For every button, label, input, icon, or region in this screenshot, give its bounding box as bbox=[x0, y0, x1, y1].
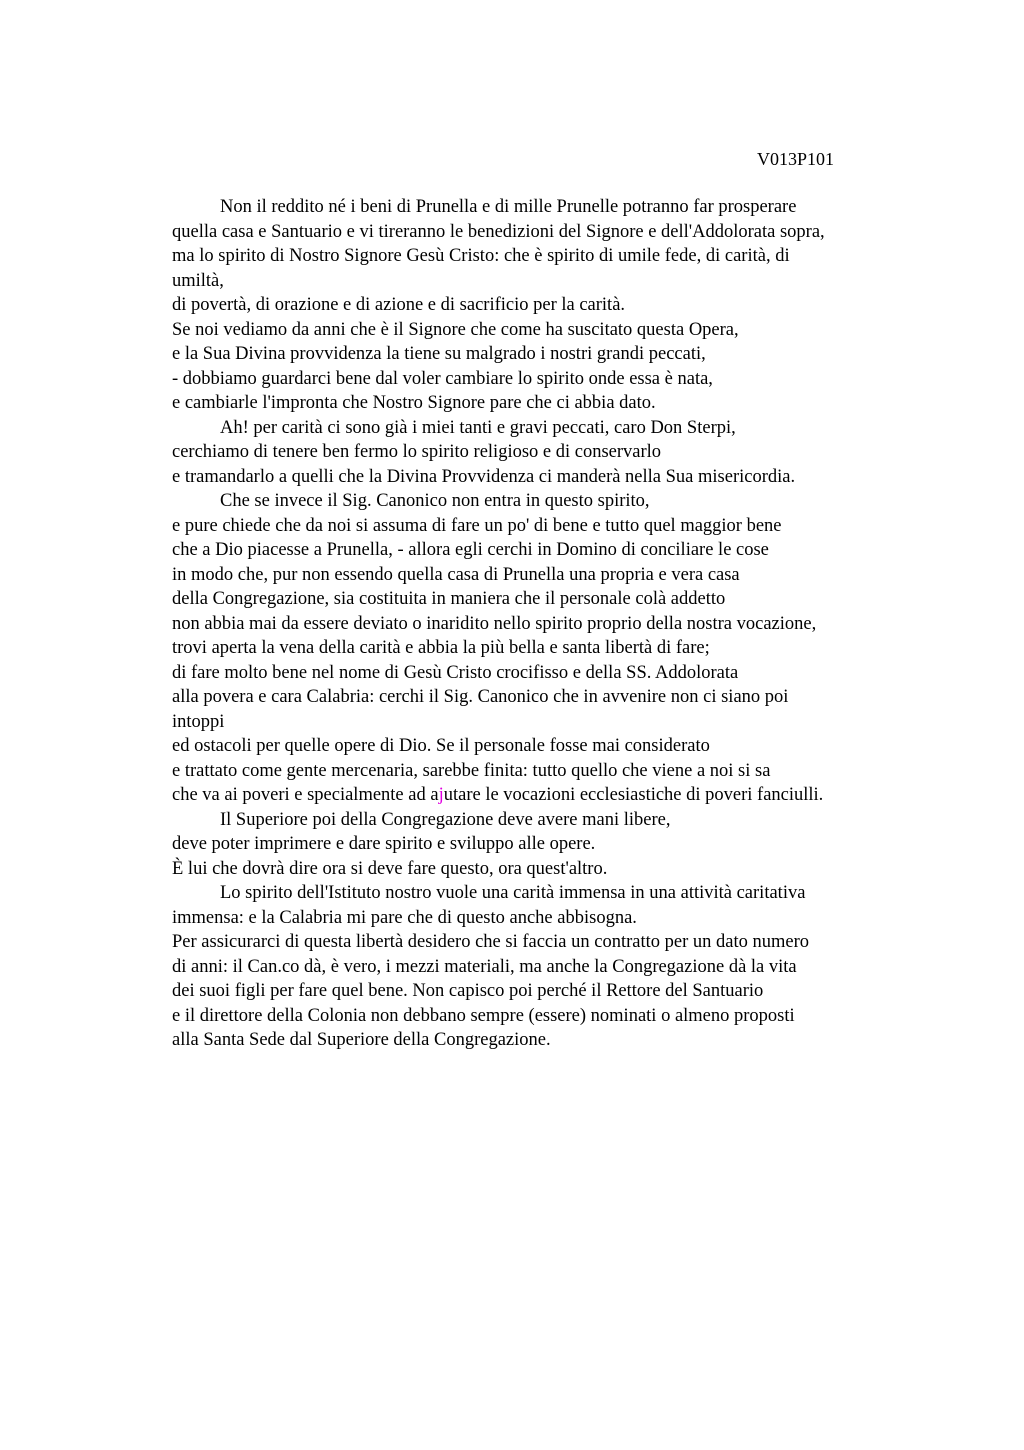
text-line: che a Dio piacesse a Prunella, - allora egli cerchi in Domino di conciliare le cose bbox=[172, 540, 769, 560]
text-line: di anni: il Can.co dà, è vero, i mezzi materiali, ma anche la Congregazione dà la vita bbox=[172, 956, 797, 977]
text-line: Non il reddito né i beni di Prunella e di mille Prunelle potranno far prosperare bbox=[220, 197, 797, 217]
text-line: Che se invece il Sig. Canonico non entra in questo spirito, bbox=[220, 491, 650, 511]
text-line: cerchiamo di tenere ben fermo lo spirito religioso e di conservarlo bbox=[172, 442, 662, 462]
text-line: e trattato come gente mercenaria, sarebbe finita: tutto quello che viene a noi si sa bbox=[172, 760, 771, 781]
text-line: quella casa e Santuario e vi tireranno le benedizioni del Signore e dell'Addolorata sopra, bbox=[172, 221, 825, 242]
text-line: e il direttore della Colonia non debbano sempre (essere) nominati o almeno proposti bbox=[172, 1005, 795, 1026]
text-line: e cambiarle l'impronta che Nostro Signore pare che ci abbia dato. bbox=[172, 393, 656, 413]
text-line: dei suoi figli per fare quel bene. Non capisco poi perché il Rettore del Santuario bbox=[172, 981, 764, 1001]
text-line: e tramandarlo a quelli che la Divina Provvidenza ci manderà nella Sua misericordia. bbox=[172, 466, 796, 487]
text-line: alla povera e cara Calabria: cerchi il Sig. Canonico che in avvenire non ci siano poi bbox=[172, 687, 789, 707]
text-segment: utare le vocazioni ecclesiastiche di poveri fanciulli. bbox=[443, 785, 824, 805]
text-line: di povertà, di orazione e di azione e di sacrificio per la carità. bbox=[172, 295, 626, 315]
text-line: ma lo spirito di Nostro Signore Gesù Cristo: che è spirito di umile fede, di carità, di bbox=[172, 246, 790, 266]
text-line: e pure chiede che da noi si assuma di fare un po' di bene e tutto quel maggior bene bbox=[172, 515, 782, 536]
text-line: trovi aperta la vena della carità e abbia la più bella e santa libertà di fare; bbox=[172, 638, 710, 658]
text-line: alla Santa Sede dal Superiore della Congregazione. bbox=[172, 1030, 551, 1050]
text-line: Lo spirito dell'Istituto nostro vuole una carità immensa in una attività caritativa bbox=[220, 883, 806, 903]
text-line: - dobbiamo guardarci bene dal voler cambiare lo spirito onde essa è nata, bbox=[172, 368, 713, 389]
page-reference: V013P101 bbox=[757, 149, 835, 169]
text-line: della Congregazione, sia costituita in maniera che il personale colà addetto bbox=[172, 589, 726, 609]
text-line: di fare molto bene nel nome di Gesù Cristo crocifisso e della SS. Addolorata bbox=[172, 662, 739, 683]
text-line: È lui che dovrà dire ora si deve fare questo, ora quest'altro. bbox=[172, 858, 608, 879]
text-line: Il Superiore poi della Congregazione deve avere mani libere, bbox=[220, 809, 671, 830]
highlighted-character: j bbox=[438, 785, 444, 805]
text-line: Ah! per carità ci sono già i miei tanti e gravi peccati, caro Don Sterpi, bbox=[220, 417, 736, 438]
text-line: Per assicurarci di questa libertà desidero che si faccia un contratto per un dato numero bbox=[172, 932, 809, 952]
text-line: e la Sua Divina provvidenza la tiene su malgrado i nostri grandi peccati, bbox=[172, 344, 706, 364]
text-line bbox=[172, 783, 912, 808]
text-line: deve poter imprimere e dare spirito e sviluppo alle opere. bbox=[172, 834, 596, 854]
text-line: immensa: e la Calabria mi pare che di questo anche abbisogna. bbox=[172, 907, 637, 928]
text-line: intoppi bbox=[172, 711, 225, 732]
text-line: umiltà, bbox=[172, 270, 224, 291]
letter-body bbox=[172, 195, 912, 1053]
text-segment: che va ai poveri e specialmente ad a bbox=[172, 785, 439, 805]
text-line: non abbia mai da essere deviato o inaridito nello spirito proprio della nostra vocazione, bbox=[172, 613, 817, 634]
text-line: Se noi vediamo da anni che è il Signore che come ha suscitato questa Opera, bbox=[172, 319, 739, 340]
text-line: in modo che, pur non essendo quella casa di Prunella una propria e vera casa bbox=[172, 564, 740, 585]
text-line: ed ostacoli per quelle opere di Dio. Se il personale fosse mai considerato bbox=[172, 736, 710, 756]
